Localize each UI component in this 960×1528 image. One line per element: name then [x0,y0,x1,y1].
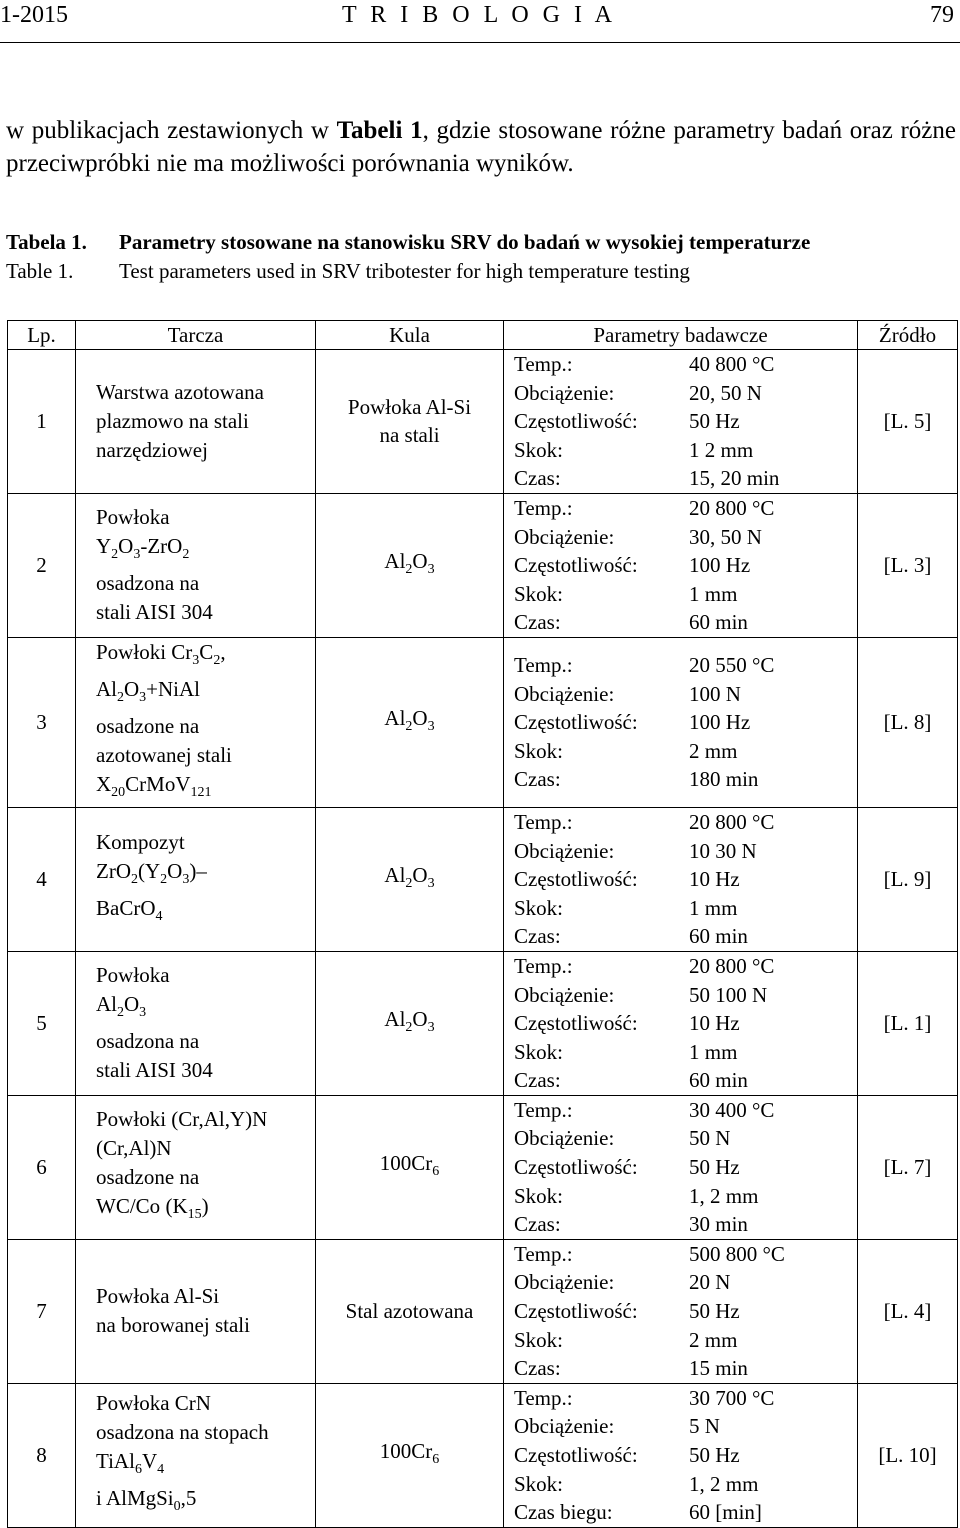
param-label: Obciążenie: [514,1414,615,1439]
param-value: 1, 2 mm [689,1471,759,1496]
cell-kula [316,637,504,807]
issue-number: 1-2015 [0,2,68,28]
param-value: 30 400 °C [689,1097,775,1122]
cell-tarcza [76,637,316,807]
table-row [8,350,958,494]
param-value: 30 700 °C [689,1385,775,1410]
page-number: 79 [930,2,954,28]
table-row [8,1095,958,1239]
param-value: 50 100 N [689,982,768,1007]
kula-line: $100Cr_6$ [379,1150,440,1179]
params-list [504,1096,857,1239]
parameters-table [7,320,958,1528]
header-zrodlo: Źródło [858,321,958,350]
param-label: Częstotliwość: [514,710,638,735]
caption-en-text: Test parameters used in SRV tribotester for high temperature testing [119,259,690,283]
param-value: 1 mm [689,581,738,606]
cell-parametry [504,1383,858,1527]
tarcza-line: $Al_2O_3+NiAl$ [96,676,201,705]
params-list [504,952,857,1095]
params-list [504,808,857,951]
caption-en-label: Table 1. [6,259,74,283]
cell-lp: 4 [8,807,76,951]
cell-kula [316,807,504,951]
param-label: Skok: [514,1327,564,1352]
param-label: Obciążenie: [514,982,615,1007]
cell-zrodlo: [L. 7] [858,1095,958,1239]
tarcza-line: na borowanej stali [96,1313,250,1338]
param-value: 1, 2 mm [689,1183,759,1208]
param-label: Temp.: [514,352,573,376]
tarcza-line: Kompozyt [96,829,185,854]
tarcza-line: Powłoka Al-Si [96,1284,220,1309]
param-value: 20 N [689,1270,731,1295]
param-value: 15, 20 min [689,466,780,491]
param-value: 30, 50 N [689,524,762,549]
param-label: Skok: [514,1183,564,1208]
param-label: Temp.: [514,809,573,834]
tarcza-line: Powłoka [96,963,170,988]
param-value: 60 min [689,610,748,635]
param-label: Obciążenie: [514,380,615,405]
param-label: Czas: [514,767,561,792]
param-label: Skok: [514,437,564,462]
param-value: 20, 50 N [689,380,762,405]
table-body [8,350,958,1528]
kula-line: $Al_2O_3$ [384,705,435,734]
tarcza-line: Powłoki (Cr,Al,Y)N [96,1107,268,1132]
param-label: Częstotliwość: [514,409,638,434]
param-label: Temp.: [514,1241,573,1266]
cell-parametry [504,1239,858,1383]
header-parametry: Parametry badawcze [504,321,858,350]
param-label: Czas: [514,1068,561,1093]
param-value: 20 550 °C [689,652,775,677]
cell-kula [316,350,504,494]
param-label: Częstotliwość: [514,1299,638,1324]
param-label: Obciążenie: [514,1270,615,1295]
table-row [8,637,958,807]
param-label: Częstotliwość: [514,1443,638,1467]
param-label: Obciążenie: [514,838,615,863]
table-row [8,493,958,637]
journal-title: T R I B O L O G I A [342,2,616,28]
param-value: 50 N [689,1126,731,1151]
cell-lp: 6 [8,1095,76,1239]
param-label: Temp.: [514,495,573,520]
tarcza-line: Powłoki $Cr_3C_2$, [96,639,226,668]
cell-parametry [504,637,858,807]
param-label: Czas: [514,610,561,635]
param-label: Skok: [514,1471,564,1496]
header-tarcza: Tarcza [76,321,316,350]
cell-lp: 3 [8,637,76,807]
param-label: Częstotliwość: [514,553,638,578]
param-value: 30 min [689,1212,748,1237]
cell-kula [316,493,504,637]
param-value: 100 Hz [689,553,751,578]
param-label: Czas: [514,924,561,949]
param-label: Częstotliwość: [514,1011,638,1036]
tarcza-line: stali AISI 304 [96,1058,213,1083]
param-value: 1 2 mm [689,437,754,462]
caption-pl-label: Tabela 1. [6,230,87,254]
param-value: 40 800 °C [689,352,775,376]
param-value: 500 800 °C [689,1241,785,1266]
param-value: 2 mm [689,1327,738,1352]
param-value: 50 Hz [689,409,740,434]
intro-text-before: w publikacjach zestawionych w [6,117,337,144]
param-label: Temp.: [514,1097,573,1122]
kula-line: Powłoka Al-Si [347,395,472,420]
param-label: Obciążenie: [514,524,615,549]
header-lp: Lp. [8,321,76,350]
param-value: 60 [min] [689,1500,762,1525]
param-label: Czas: [514,466,561,491]
params-list [504,1384,857,1527]
cell-tarcza [76,1239,316,1383]
table-row [8,1239,958,1383]
tarcza-line: BaCrO$_4$ [96,895,163,924]
cell-tarcza [76,350,316,494]
param-label: Temp.: [514,652,573,677]
param-label: Częstotliwość: [514,867,638,892]
intro-paragraph [6,114,956,180]
kula-line: $Al_2O_3$ [384,1006,435,1035]
cell-lp: 7 [8,1239,76,1383]
param-value: 10 30 N [689,838,757,863]
intro-text-after: , gdzie stosowane różne parametry badań oraz różne przeciwpróbki nie ma możliwości porównania wyników. [6,117,956,177]
cell-zrodlo: [L. 5] [858,350,958,494]
params-list [504,1240,857,1383]
tarcza-line: osadzone na [96,713,200,738]
cell-tarcza [76,807,316,951]
param-label: Skok: [514,895,564,920]
table-header-row [8,321,958,350]
intro-table-ref: Tabeli 1 [336,117,423,144]
kula-line: $100Cr_6$ [379,1438,440,1467]
tarcza-line: Powłoka CrN [96,1391,211,1416]
param-value: 20 800 °C [689,953,775,978]
kula-line: $Al_2O_3$ [384,548,435,577]
param-label: Skok: [514,581,564,606]
param-value: 10 Hz [689,867,740,892]
tarcza-line: WC/Co $(K_{15})$ [96,1194,209,1223]
param-value: 1 mm [689,895,738,920]
param-value: 100 Hz [689,710,751,735]
params-list [504,494,857,637]
tarcza-line: osadzona na stopach [96,1420,269,1445]
cell-zrodlo: [L. 8] [858,637,958,807]
cell-zrodlo: [L. 10] [858,1383,958,1527]
param-value: 2 mm [689,738,738,763]
param-label: Temp.: [514,953,573,978]
tarcza-line: narzędziowej [96,437,208,462]
tarcza-line: plazmowo na stali [96,408,249,433]
param-value: 50 Hz [689,1299,740,1324]
params-list [504,350,857,493]
cell-parametry [504,350,858,494]
cell-kula [316,1383,504,1527]
tarcza-line: i AlMgSi$_0$,5 [96,1486,197,1515]
cell-tarcza [76,951,316,1095]
param-value: 1 mm [689,1039,738,1064]
tarcza-line: (Cr,Al)N [96,1136,172,1161]
cell-zrodlo: [L. 3] [858,493,958,637]
param-label: Czas: [514,1212,561,1237]
tarcza-line: osadzone na [96,1165,200,1190]
tarcza-line: $X_{20}CrMoV_{121}$ [96,771,212,800]
cell-kula [316,1239,504,1383]
table-row [8,1383,958,1527]
kula-line: na stali [379,423,440,448]
param-value: 60 min [689,924,748,949]
param-value: 60 min [689,1068,748,1093]
kula-line: $Al_2O_3$ [384,862,435,891]
header-kula: Kula [316,321,504,350]
param-label: Czas: [514,1356,561,1381]
caption-pl-text: Parametry stosowane na stanowisku SRV do badań w wysokiej temperaturze [119,230,811,254]
kula-line: Stal azotowana [345,1299,474,1324]
cell-zrodlo: [L. 9] [858,807,958,951]
header-rule [0,42,960,43]
param-value: 20 800 °C [689,495,775,520]
param-label: Obciążenie: [514,1126,615,1151]
param-value: 50 Hz [689,1155,740,1180]
param-value: 50 Hz [689,1443,740,1467]
cell-parametry [504,1095,858,1239]
param-value: 10 Hz [689,1011,740,1036]
param-label: Skok: [514,738,564,763]
table-row [8,951,958,1095]
param-label: Skok: [514,1039,564,1064]
cell-kula [316,1095,504,1239]
param-label: Temp.: [514,1385,573,1410]
table-row [8,807,958,951]
tarcza-line: Warstwa azotowana [96,379,264,404]
tarcza-line: $ZrO_2(Y_2O_3)-$ [96,858,207,887]
param-value: 100 N [689,681,741,706]
param-label: Obciążenie: [514,681,615,706]
param-value: 5 N [689,1414,720,1439]
tarcza-line: stali AISI 304 [96,600,213,625]
tarcza-line: Powłoka [96,505,170,530]
cell-lp: 2 [8,493,76,637]
cell-tarcza [76,1095,316,1239]
cell-parametry [504,951,858,1095]
tarcza-line: osadzona na [96,571,200,596]
cell-kula [316,951,504,1095]
param-label: Częstotliwość: [514,1155,638,1180]
param-value: 15 min [689,1356,748,1381]
cell-tarcza [76,493,316,637]
running-header [0,2,958,32]
param-value: 180 min [689,767,759,792]
tarcza-line: $TiAl_6V_4$ [96,1449,165,1478]
tarcza-line: osadzona na [96,1029,200,1054]
cell-parametry [504,493,858,637]
param-label: Czas biegu: [514,1500,613,1525]
cell-zrodlo: [L. 4] [858,1239,958,1383]
cell-zrodlo: [L. 1] [858,951,958,1095]
params-list [504,651,857,794]
tarcza-line: azotowanej stali [96,742,232,767]
cell-lp: 1 [8,350,76,494]
tarcza-line: $Al_2O_3$ [96,992,147,1021]
cell-lp: 8 [8,1383,76,1527]
cell-lp: 5 [8,951,76,1095]
tarcza-line: $Y_2O_3-ZrO_2$ [96,534,190,563]
cell-tarcza [76,1383,316,1527]
cell-parametry [504,807,858,951]
param-value: 20 800 °C [689,809,775,834]
